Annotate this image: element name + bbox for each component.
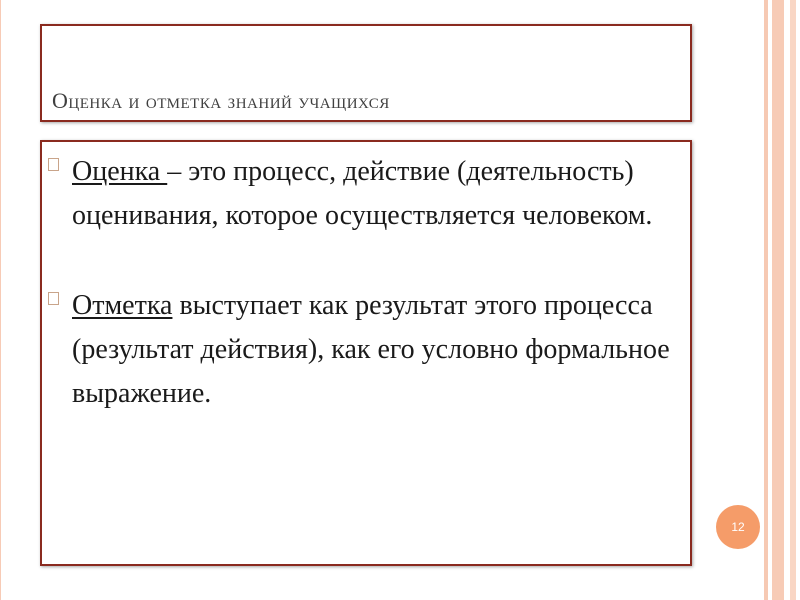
left-edge-stripe bbox=[0, 0, 1, 600]
bullet-definition: выступает как результат этого процесса (результат действия), как его условно формальное выражение. bbox=[72, 290, 670, 409]
bullet-definition: – это процесс, действие (деятельность) оценивания, которое осуществляется человеком. bbox=[72, 156, 653, 231]
bullet-icon bbox=[48, 292, 59, 305]
content-frame bbox=[40, 140, 692, 566]
bullet-term: Оценка bbox=[72, 156, 168, 187]
decorative-stripe bbox=[790, 0, 796, 600]
bullet-term: Отметка bbox=[72, 290, 173, 321]
bullet-text bbox=[72, 284, 678, 416]
decorative-stripe bbox=[764, 0, 768, 600]
bullet-icon bbox=[48, 158, 59, 171]
bullet-text bbox=[72, 150, 678, 238]
bullet-item bbox=[48, 284, 678, 416]
page-number-badge: 12 bbox=[716, 505, 760, 549]
slide-title: Оценка и отметка знаний учащихся bbox=[52, 88, 390, 113]
bullet-item bbox=[48, 150, 678, 238]
decorative-stripe bbox=[772, 0, 784, 600]
title-frame bbox=[40, 24, 692, 122]
